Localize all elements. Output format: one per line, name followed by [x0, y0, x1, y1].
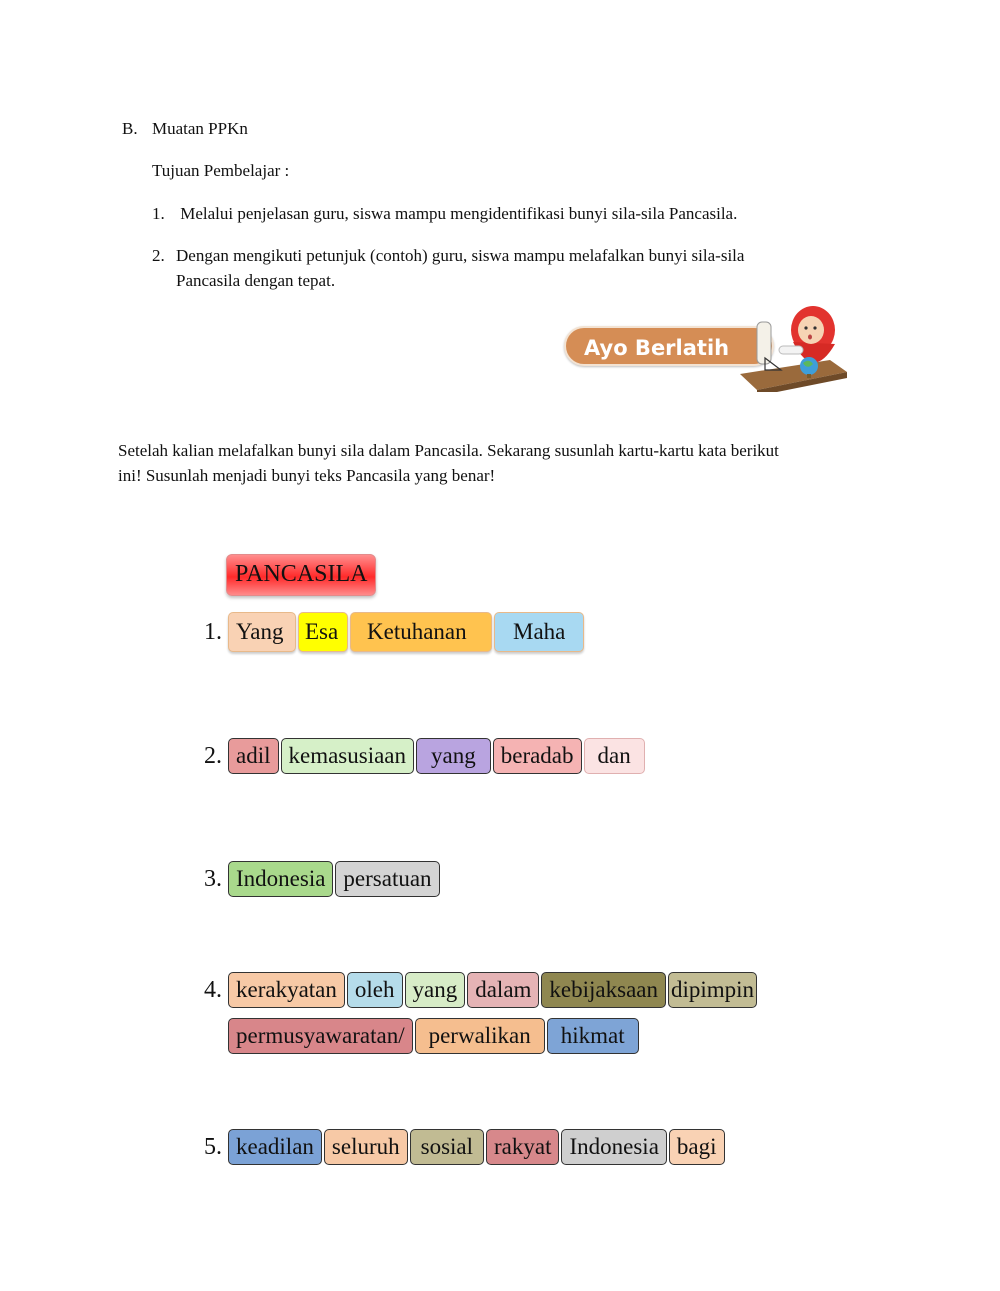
- objective-heading: Tujuan Pembelajar :: [152, 161, 290, 180]
- word-card[interactable]: Ketuhanan: [350, 612, 492, 652]
- word-card[interactable]: permusyawaratan/: [228, 1018, 413, 1054]
- objective-1-number: 1.: [152, 204, 165, 223]
- word-card[interactable]: bagi: [669, 1129, 725, 1165]
- banner-label: Ayo Berlatih: [584, 336, 730, 360]
- word-card[interactable]: dalam: [467, 972, 539, 1008]
- word-card[interactable]: oleh: [347, 972, 403, 1008]
- girl-studying-illustration: [735, 292, 855, 392]
- word-card[interactable]: Indonesia: [228, 861, 333, 897]
- word-card[interactable]: beradab: [493, 738, 582, 774]
- word-card[interactable]: perwalikan: [415, 1018, 545, 1054]
- word-card[interactable]: keadilan: [228, 1129, 322, 1165]
- word-card[interactable]: Yang: [228, 612, 296, 652]
- row-number: 4.: [204, 976, 222, 1003]
- word-card[interactable]: sosial: [410, 1129, 484, 1165]
- word-card[interactable]: dipimpin: [668, 972, 757, 1008]
- word-card[interactable]: seluruh: [324, 1129, 408, 1165]
- sila-row-5: [204, 1129, 727, 1165]
- row-number: 2.: [204, 742, 222, 769]
- objective-2-number: 2.: [152, 246, 165, 265]
- word-card[interactable]: hikmat: [547, 1018, 639, 1054]
- word-card[interactable]: yang: [405, 972, 466, 1008]
- word-card[interactable]: Esa: [298, 612, 348, 652]
- objective-2-text-line2: Pancasila dengan tepat.: [176, 271, 336, 290]
- pancasila-title-card: PANCASILA: [226, 554, 376, 596]
- sila-row-4-continued: [228, 1018, 641, 1054]
- word-card[interactable]: kemasusiaan: [281, 738, 415, 774]
- row-number: 3.: [204, 865, 222, 892]
- section-letter: B.: [122, 119, 138, 138]
- word-card[interactable]: rakyat: [486, 1129, 559, 1165]
- word-card[interactable]: Indonesia: [561, 1129, 666, 1165]
- sila-row-1: [204, 612, 586, 652]
- sila-row-3: [204, 861, 442, 897]
- sila-row-4: [204, 972, 759, 1008]
- instruction-line-2: ini! Susunlah menjadi bunyi teks Pancasila yang benar!: [118, 466, 496, 485]
- instruction-line-1: Setelah kalian melafalkan bunyi sila dalam Pancasila. Sekarang susunlah kartu-kartu kata berikut: [118, 441, 779, 460]
- objective-2-text-line1: Dengan mengikuti petunjuk (contoh) guru, siswa mampu melafalkan bunyi sila-sila: [176, 246, 745, 265]
- sila-row-2: [204, 738, 647, 774]
- word-card[interactable]: dan: [584, 738, 645, 774]
- word-card[interactable]: Maha: [494, 612, 584, 652]
- word-card[interactable]: persatuan: [335, 861, 439, 897]
- row-number: 5.: [204, 1133, 222, 1160]
- objective-1-text: Melalui penjelasan guru, siswa mampu mengidentifikasi bunyi sila-sila Pancasila.: [176, 204, 738, 223]
- section-title: Muatan PPKn: [152, 119, 248, 138]
- word-card[interactable]: kebijaksaan: [541, 972, 666, 1008]
- row-number: 1.: [204, 618, 222, 645]
- word-card[interactable]: adil: [228, 738, 279, 774]
- word-card[interactable]: kerakyatan: [228, 972, 345, 1008]
- word-card[interactable]: yang: [416, 738, 491, 774]
